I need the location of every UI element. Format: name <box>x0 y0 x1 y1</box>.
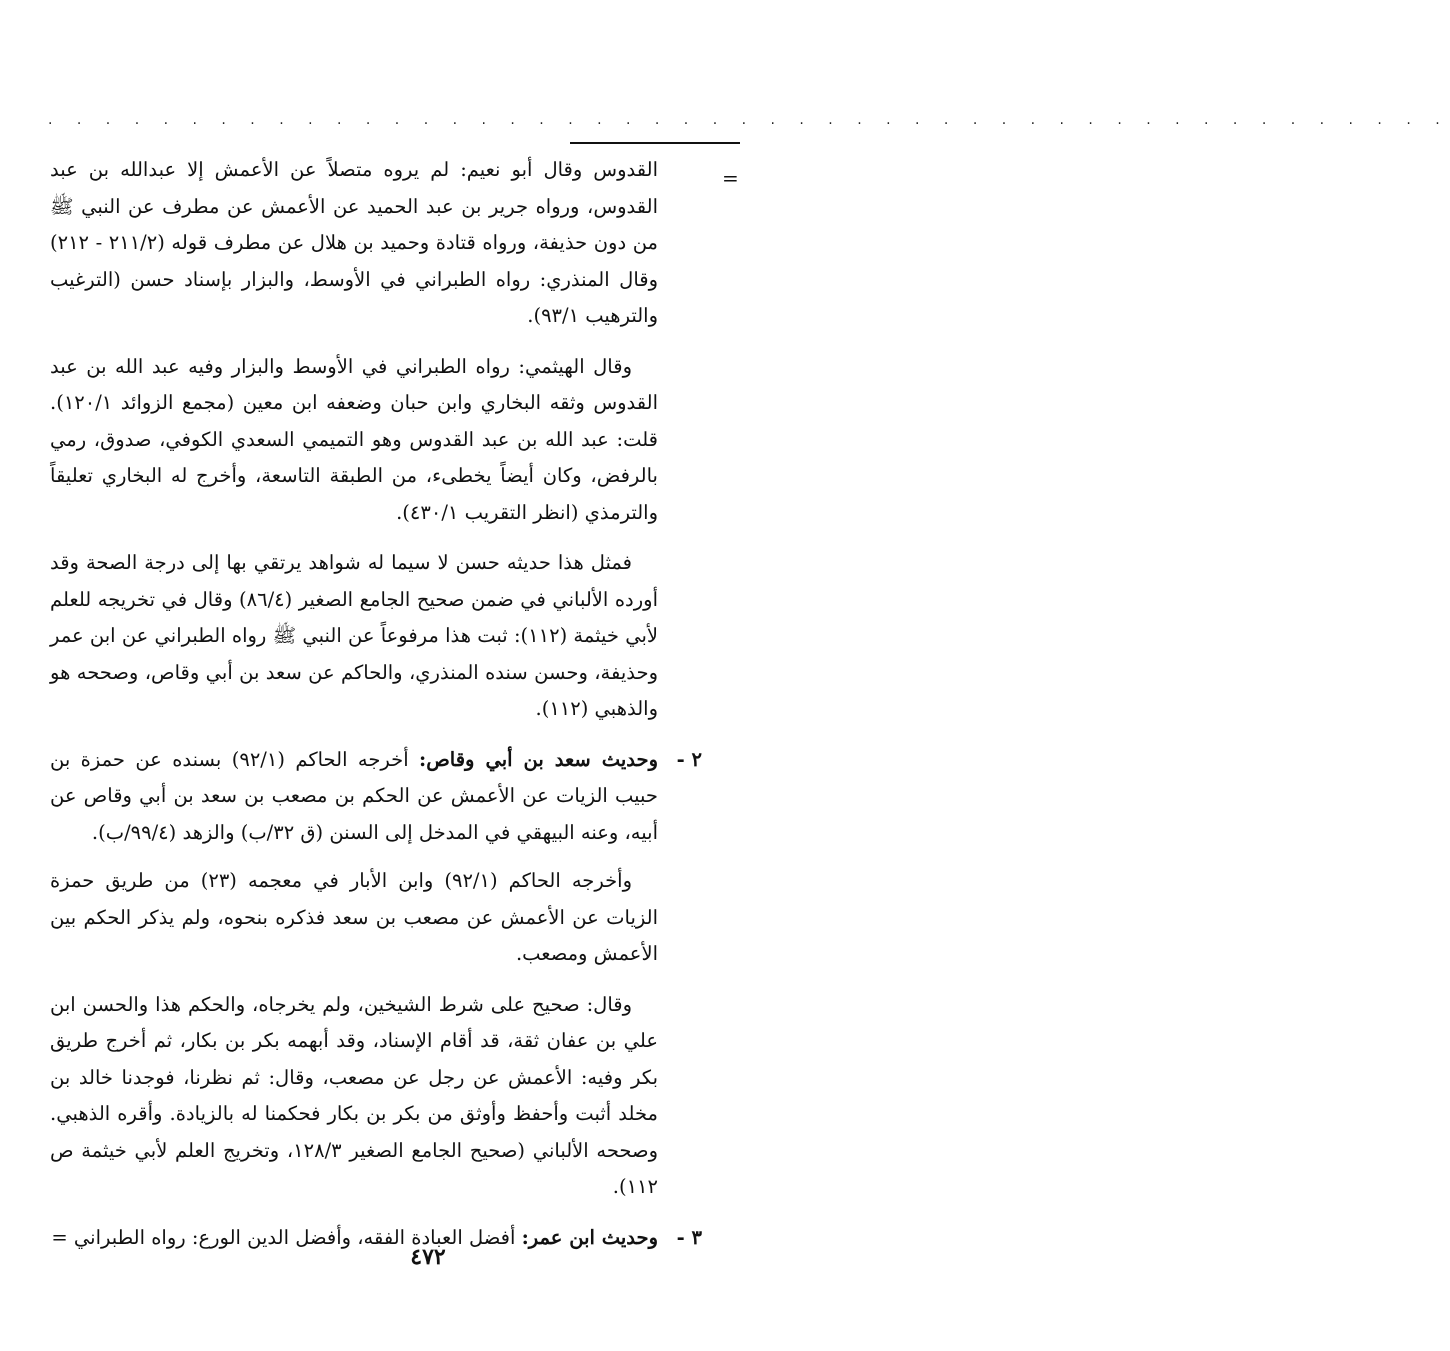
paragraph-1: القدوس وقال أبو نعيم: لم يروه متصلاً عن الأعمش إلا عبدالله بن عبد القدوس، ورواه جرير بن عبد الحميد عن الأعمش عن مطرف عن النبي ﷺ من دون حذيفة، ورواه قتادة وحميد بن هلال عن مطرف قوله (٢١١/٢ - ٢١٢) وقال المنذري: رواه الطبراني في الأوسط، والبزار بإسناد حسن (الترغيب والترهيب ٩٣/١). <box>50 158 658 327</box>
page-number: ٤٧٢ <box>410 1244 446 1270</box>
paragraph-4: وأخرجه الحاكم (٩٢/١) وابن الأبار في معجمه (٢٣) من طريق حمزة الزيات عن الأعمش عن مصعب بن سعد فذكره بنحوه، ولم يذكر الحكم بين الأعمش ومصعب. <box>50 869 658 965</box>
item-3-lead: وحديث ابن عمر: <box>521 1225 658 1249</box>
item-2-lead: وحديث سعد بن أبي وقاص: <box>419 747 658 771</box>
paragraph-3: فمثل هذا حديثه حسن لا سيما له شواهد يرتقي بها إلى درجة الصحة وقد أورده الألباني في ضمن صحيح الجامع الصغير (٨٦/٤) وقال في تخريجه للعلم لأبي خيثمة (١١٢): ثبت هذا مرفوعاً عن النبي ﷺ رواه الطبراني عن ابن عمر وحذيفة، وحسن سنده المنذري، والحاكم عن سعد بن أبي وقاص، وصححه هو والذهبي (١١٢). <box>50 551 659 720</box>
item-number-3: ٣ - <box>676 1225 702 1249</box>
item-3-text: أفضل العبادة الفقه، وأفضل الدين الورع: رواه الطبراني = <box>51 1225 522 1249</box>
paragraph-2: وقال الهيثمي: رواه الطبراني في الأوسط والبزار وفيه عبد الله بن عبد القدوس وثقه البخاري وابن حبان وضعفه ابن معين (مجمع الزوائد ١٢٠/١). قلت: عبد الله بن عبد القدوس وهو التميمي السعدي الكوفي، صدوق، رمي بالرفض، وكان أيضاً يخطىء، من الطبقة التاسعة، وأخرج له البخاري تعليقاً والترمذي (انظر التقريب ٤٣٠/١). <box>50 354 658 524</box>
footnote-text-block <box>50 152 702 1268</box>
paragraph-5: وقال: صحيح على شرط الشيخين، ولم يخرجاه، والحكم هذا والحسن ابن علي بن عفان ثقة، قد أقام الإسناد، وقد أبهمه بكر بن بكار، ثم أخرج طريق بكر وفيه: الأعمش عن رجل عن مصعب، وقال: ثم نظرنا، فوجدنا خالد بن مخلد أثبت وأحفظ وأوثق من بكر بن بكار فحكمنا له بالزيادة. وأقره الذهبي. وصححه الألباني (صحيح الجامع الصغير ١٢٨/٣، وتخريج العلم لأبي خيثمة ص ١١٢). <box>50 992 658 1198</box>
footnote-solid-rule <box>570 142 740 144</box>
item-number-2: ٢ - <box>676 747 702 771</box>
item-2-text: أخرجه الحاكم (٩٢/١) بسنده عن حمزة بن حبيب الزيات عن الأعمش عن الحكم بن مصعب بن سعد بن أبي وقاص عن أبيه، وعنه البيهقي في المدخل إلى السنن (ق ٣٢/ب) والزهد (٩٩/٤/ب). <box>50 747 658 844</box>
continuation-mark: = <box>722 166 739 190</box>
numbered-item-2 <box>50 742 702 852</box>
footnote-dotted-separator: . . . . . . . . . . . . . . . . . . . . . . . . . . . . . . . . . . . . . . . . . . . . . . . . . <box>48 112 1450 128</box>
